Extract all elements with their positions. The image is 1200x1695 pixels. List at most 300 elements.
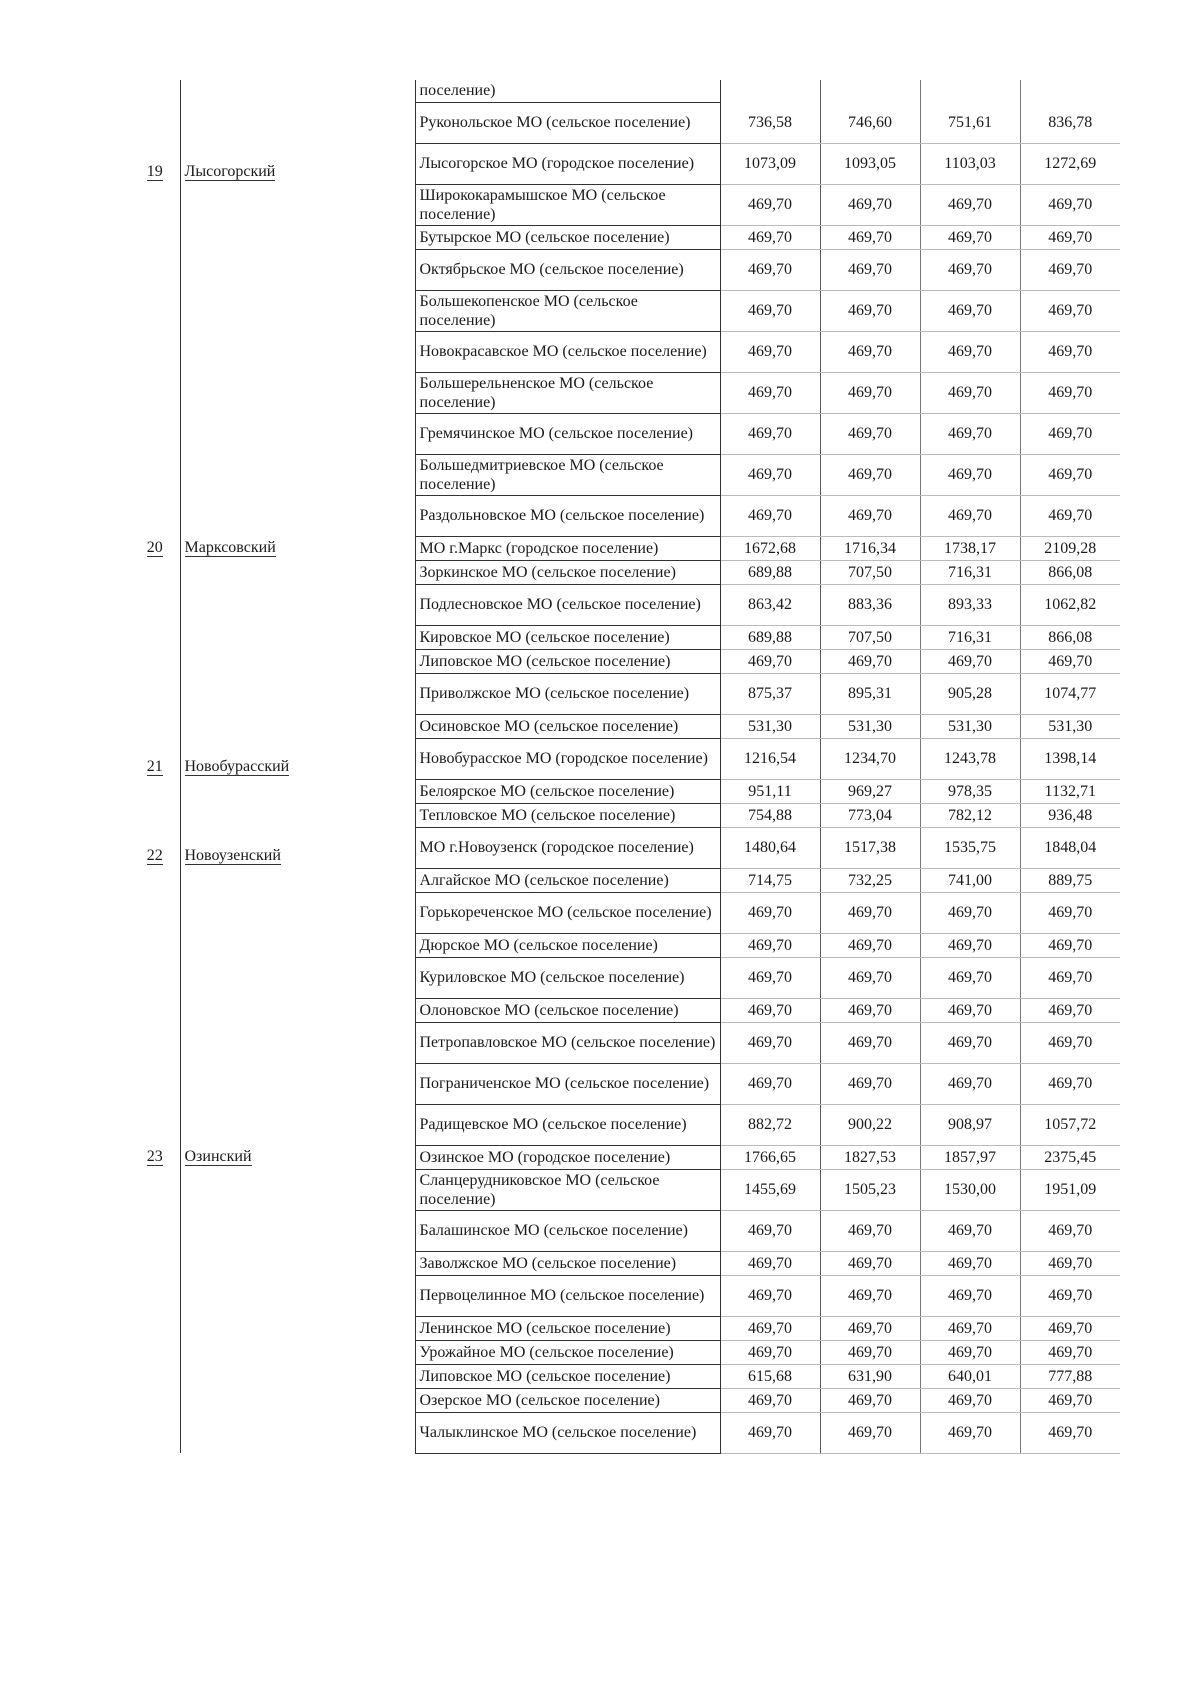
value-cell-3: 531,30 (920, 714, 1020, 738)
value-cell-4: 469,70 (1020, 892, 1120, 933)
value-cell-2: 883,36 (820, 584, 920, 625)
value-cell-3: 782,12 (920, 803, 1020, 827)
value-cell-2: 773,04 (820, 803, 920, 827)
table-row (130, 933, 1120, 957)
value-cell-3: 469,70 (920, 1251, 1020, 1275)
value-cell-1: 1073,09 (720, 143, 820, 184)
municipality-cell: Подлесновское МО (сельское поселение) (415, 584, 720, 625)
value-cell-2: 1827,53 (820, 1145, 920, 1169)
value-cell-2: 1093,05 (820, 143, 920, 184)
row-number-cell (130, 372, 180, 413)
table-row (130, 1063, 1120, 1104)
row-number-cell (130, 779, 180, 803)
row-number-cell (130, 1388, 180, 1412)
value-cell-1: 469,70 (720, 290, 820, 331)
table-row (130, 454, 1120, 495)
municipality-cell: Петропавловское МО (сельское поселение) (415, 1022, 720, 1063)
table-row (130, 1251, 1120, 1275)
value-cell-2: 707,50 (820, 625, 920, 649)
table-row (130, 998, 1120, 1022)
value-cell-4: 469,70 (1020, 1316, 1120, 1340)
value-cell-2: 469,70 (820, 225, 920, 249)
value-cell-4: 469,70 (1020, 225, 1120, 249)
municipality-cell: Октябрьское МО (сельское поселение) (415, 249, 720, 290)
continuation-row (130, 80, 1120, 102)
value-cell-1: 1766,65 (720, 1145, 820, 1169)
district-cell-text: Новоузенский (184, 847, 281, 864)
value-cell-2: 469,70 (820, 1412, 920, 1453)
table-row (130, 957, 1120, 998)
value-cell-4: 469,70 (1020, 1022, 1120, 1063)
value-cell-2: 469,70 (820, 290, 920, 331)
value-cell-2: 469,70 (820, 249, 920, 290)
value-cell-3: 469,70 (920, 249, 1020, 290)
value-cell-4: 1398,14 (1020, 738, 1120, 779)
value-cell-2: 531,30 (820, 714, 920, 738)
municipality-cell: Большекопенское МО (сельское поселение) (415, 290, 720, 331)
district-cell (180, 1145, 415, 1169)
value-cell-3: 908,97 (920, 1104, 1020, 1145)
value-cell-2: 895,31 (820, 673, 920, 714)
row-number-cell (130, 495, 180, 536)
value-cell-4: 469,70 (1020, 1340, 1120, 1364)
municipality-cell: Заволжское МО (сельское поселение) (415, 1251, 720, 1275)
table-row (130, 649, 1120, 673)
value-cell-1: 469,70 (720, 1388, 820, 1412)
municipality-cell: Куриловское МО (сельское поселение) (415, 957, 720, 998)
value-cell-4: 1132,71 (1020, 779, 1120, 803)
value-cell-2: 469,70 (820, 649, 920, 673)
value-cell-4: 2109,28 (1020, 536, 1120, 560)
value-cell-4: 469,70 (1020, 1412, 1120, 1453)
value-cell-4: 531,30 (1020, 714, 1120, 738)
value-cell-2: 1517,38 (820, 827, 920, 868)
row-number-cell-text: 20 (146, 539, 163, 556)
district-cell (180, 998, 415, 1022)
municipality-cell: МО г.Маркс (городское поселение) (415, 536, 720, 560)
value-cell-3: 469,70 (920, 1275, 1020, 1316)
value-cell-3: 469,70 (920, 1063, 1020, 1104)
table-row (130, 803, 1120, 827)
value-cell-3: 716,31 (920, 625, 1020, 649)
value-cell-3: 469,70 (920, 1316, 1020, 1340)
value-cell-3: 469,70 (920, 372, 1020, 413)
municipality-cell: Новокрасавское МО (сельское поселение) (415, 331, 720, 372)
value-cell-1: 469,70 (720, 1210, 820, 1251)
value-cell-1: 689,88 (720, 625, 820, 649)
row-number-cell (130, 957, 180, 998)
district-cell (180, 1412, 415, 1453)
row-number-cell (130, 290, 180, 331)
district-cell-text: Марксовский (184, 539, 276, 556)
value-cell-2: 469,70 (820, 1316, 920, 1340)
value-cell-4: 469,70 (1020, 1210, 1120, 1251)
district-cell (180, 331, 415, 372)
municipality-cell: Балашинское МО (сельское поселение) (415, 1210, 720, 1251)
value-cell-1: 615,68 (720, 1364, 820, 1388)
municipality-cell: поселение) (415, 80, 720, 102)
district-cell (180, 1275, 415, 1316)
row-number-cell-text: 22 (146, 847, 163, 864)
value-cell-4: 866,08 (1020, 560, 1120, 584)
value-cell-4: 836,78 (1020, 102, 1120, 143)
value-cell-2: 631,90 (820, 1364, 920, 1388)
value-cell-3: 905,28 (920, 673, 1020, 714)
table-row (130, 827, 1120, 868)
district-cell-text: Новобурасский (184, 758, 290, 775)
value-cell-4: 1951,09 (1020, 1169, 1120, 1210)
row-number-cell (130, 454, 180, 495)
value-cell-3: 469,70 (920, 1340, 1020, 1364)
value-cell-1: 469,70 (720, 184, 820, 225)
row-number-cell (130, 868, 180, 892)
value-cell-1: 469,70 (720, 998, 820, 1022)
municipality-cell: Первоцелинное МО (сельское поселение) (415, 1275, 720, 1316)
value-cell-1: 736,58 (720, 102, 820, 143)
municipality-cell: Ширококарамышское МО (сельское поселение) (415, 184, 720, 225)
row-number-cell (130, 413, 180, 454)
value-cell-1: 469,70 (720, 372, 820, 413)
value-cell-1: 469,70 (720, 957, 820, 998)
district-cell (180, 827, 415, 868)
district-cell (180, 413, 415, 454)
municipality-cell: Радищевское МО (сельское поселение) (415, 1104, 720, 1145)
district-cell-text: Озинский (184, 1148, 252, 1165)
value-cell-2: 469,70 (820, 331, 920, 372)
municipality-cell: Большерельненское МО (сельское поселение) (415, 372, 720, 413)
value-cell-2: 469,70 (820, 1251, 920, 1275)
district-cell (180, 738, 415, 779)
value-cell-3: 1857,97 (920, 1145, 1020, 1169)
row-number-cell (130, 584, 180, 625)
table-row (130, 1169, 1120, 1210)
table-row (130, 892, 1120, 933)
row-number-cell (130, 827, 180, 868)
municipality-cell: Пограниченское МО (сельское поселение) (415, 1063, 720, 1104)
row-number-cell (130, 536, 180, 560)
value-cell-2: 1716,34 (820, 536, 920, 560)
row-number-cell (130, 1145, 180, 1169)
value-cell-2: 469,70 (820, 372, 920, 413)
district-cell (180, 80, 415, 102)
table-row (130, 868, 1120, 892)
row-number-cell (130, 560, 180, 584)
table-row (130, 1210, 1120, 1251)
district-cell (180, 625, 415, 649)
value-cell-1: 469,70 (720, 1022, 820, 1063)
row-number-cell (130, 249, 180, 290)
value-cell-3: 469,70 (920, 331, 1020, 372)
table-row (130, 1316, 1120, 1340)
municipality-cell: Ленинское МО (сельское поселение) (415, 1316, 720, 1340)
value-cell-3: 469,70 (920, 998, 1020, 1022)
value-cell-2: 469,70 (820, 892, 920, 933)
district-cell (180, 372, 415, 413)
value-cell-4: 1848,04 (1020, 827, 1120, 868)
value-cell-3: 1535,75 (920, 827, 1020, 868)
district-cell (180, 649, 415, 673)
district-cell (180, 1364, 415, 1388)
value-cell-1: 1455,69 (720, 1169, 820, 1210)
value-cell-1: 951,11 (720, 779, 820, 803)
value-cell-3: 469,70 (920, 1412, 1020, 1453)
value-cell-3: 469,70 (920, 892, 1020, 933)
row-number-cell (130, 1251, 180, 1275)
table-row (130, 779, 1120, 803)
row-number-cell (130, 892, 180, 933)
value-cell-3: 469,70 (920, 413, 1020, 454)
municipality-cell: Новобурасское МО (городское поселение) (415, 738, 720, 779)
value-cell-1: 754,88 (720, 803, 820, 827)
district-cell (180, 1063, 415, 1104)
value-cell-1: 469,70 (720, 649, 820, 673)
value-cell-3: 469,70 (920, 454, 1020, 495)
value-cell-2: 1505,23 (820, 1169, 920, 1210)
district-cell (180, 1169, 415, 1210)
value-cell-2: 1234,70 (820, 738, 920, 779)
row-number-cell-text: 19 (146, 163, 163, 180)
district-cell (180, 143, 415, 184)
row-number-cell-text: 23 (146, 1148, 163, 1165)
value-cell-1: 714,75 (720, 868, 820, 892)
value-cell-3: 469,70 (920, 957, 1020, 998)
row-number-cell (130, 102, 180, 143)
value-cell-3: 469,70 (920, 1210, 1020, 1251)
district-cell (180, 290, 415, 331)
table-row (130, 584, 1120, 625)
district-cell (180, 584, 415, 625)
district-cell (180, 225, 415, 249)
value-cell-2: 469,70 (820, 1340, 920, 1364)
table-row (130, 143, 1120, 184)
value-cell-4: 1057,72 (1020, 1104, 1120, 1145)
row-number-cell (130, 143, 180, 184)
value-cell-4: 936,48 (1020, 803, 1120, 827)
value-cell-3: 1103,03 (920, 143, 1020, 184)
table-row (130, 714, 1120, 738)
municipality-cell: Большедмитриевское МО (сельское поселение) (415, 454, 720, 495)
value-cell-3: 1530,00 (920, 1169, 1020, 1210)
district-cell (180, 1210, 415, 1251)
value-cell-3: 978,35 (920, 779, 1020, 803)
value-cell-4: 777,88 (1020, 1364, 1120, 1388)
value-cell-1: 1480,64 (720, 827, 820, 868)
municipality-cell: Приволжское МО (сельское поселение) (415, 673, 720, 714)
municipality-cell: Сланцерудниковское МО (сельское поселение) (415, 1169, 720, 1210)
municipality-cell: Горькореченское МО (сельское поселение) (415, 892, 720, 933)
municipality-cell: Белоярское МО (сельское поселение) (415, 779, 720, 803)
value-cell-4: 1272,69 (1020, 143, 1120, 184)
value-cell-1: 531,30 (720, 714, 820, 738)
value-cell-2: 469,70 (820, 454, 920, 495)
value-cell-3: 469,70 (920, 290, 1020, 331)
table-row (130, 184, 1120, 225)
table-row (130, 1022, 1120, 1063)
value-cell-1: 863,42 (720, 584, 820, 625)
municipal-table (130, 80, 1120, 1454)
value-cell (820, 80, 920, 102)
row-number-cell (130, 673, 180, 714)
district-cell (180, 454, 415, 495)
district-cell (180, 495, 415, 536)
value-cell-3: 741,00 (920, 868, 1020, 892)
value-cell-1: 469,70 (720, 933, 820, 957)
value-cell-2: 469,70 (820, 1210, 920, 1251)
municipality-cell: Алгайское МО (сельское поселение) (415, 868, 720, 892)
value-cell-2: 469,70 (820, 184, 920, 225)
value-cell-1: 1672,68 (720, 536, 820, 560)
row-number-cell (130, 1210, 180, 1251)
row-number-cell (130, 1063, 180, 1104)
municipality-cell: Раздольновское МО (сельское поселение) (415, 495, 720, 536)
district-cell (180, 1022, 415, 1063)
table-row (130, 495, 1120, 536)
municipality-cell: Липовское МО (сельское поселение) (415, 1364, 720, 1388)
value-cell-3: 469,70 (920, 1022, 1020, 1063)
value-cell-2: 469,70 (820, 933, 920, 957)
row-number-cell (130, 225, 180, 249)
municipality-cell: Озерское МО (сельское поселение) (415, 1388, 720, 1412)
municipality-cell: Гремячинское МО (сельское поселение) (415, 413, 720, 454)
value-cell-3: 469,70 (920, 933, 1020, 957)
district-cell (180, 1104, 415, 1145)
value-cell-2: 469,70 (820, 1275, 920, 1316)
value-cell-4: 469,70 (1020, 331, 1120, 372)
row-number-cell-text: 21 (146, 758, 163, 775)
value-cell-4: 469,70 (1020, 1063, 1120, 1104)
value-cell-3: 469,70 (920, 649, 1020, 673)
row-number-cell (130, 331, 180, 372)
row-number-cell (130, 1022, 180, 1063)
district-cell (180, 1251, 415, 1275)
value-cell-1: 1216,54 (720, 738, 820, 779)
value-cell-3: 469,70 (920, 495, 1020, 536)
table-row (130, 331, 1120, 372)
value-cell-2: 469,70 (820, 413, 920, 454)
value-cell-3: 716,31 (920, 560, 1020, 584)
value-cell-1: 469,70 (720, 413, 820, 454)
table-row (130, 738, 1120, 779)
district-cell (180, 892, 415, 933)
value-cell-1: 469,70 (720, 454, 820, 495)
table-row (130, 1104, 1120, 1145)
row-number-cell (130, 1104, 180, 1145)
row-number-cell (130, 933, 180, 957)
district-cell (180, 560, 415, 584)
value-cell-2: 469,70 (820, 495, 920, 536)
district-cell (180, 803, 415, 827)
value-cell-4: 469,70 (1020, 1275, 1120, 1316)
municipality-cell: Зоркинское МО (сельское поселение) (415, 560, 720, 584)
district-cell (180, 673, 415, 714)
value-cell-3: 469,70 (920, 225, 1020, 249)
district-cell (180, 536, 415, 560)
value-cell-2: 469,70 (820, 1022, 920, 1063)
municipality-cell: Липовское МО (сельское поселение) (415, 649, 720, 673)
row-number-cell (130, 1316, 180, 1340)
value-cell-1: 469,70 (720, 1275, 820, 1316)
municipality-cell: Лысогорское МО (городское поселение) (415, 143, 720, 184)
value-cell-1: 469,70 (720, 225, 820, 249)
municipality-cell: Олоновское МО (сельское поселение) (415, 998, 720, 1022)
value-cell-4: 469,70 (1020, 933, 1120, 957)
municipality-cell: Дюрское МО (сельское поселение) (415, 933, 720, 957)
value-cell-1: 469,70 (720, 1063, 820, 1104)
table-row (130, 536, 1120, 560)
municipality-cell: Бутырское МО (сельское поселение) (415, 225, 720, 249)
value-cell-4: 889,75 (1020, 868, 1120, 892)
municipality-cell: МО г.Новоузенск (городское поселение) (415, 827, 720, 868)
value-cell-1: 689,88 (720, 560, 820, 584)
value-cell-3: 893,33 (920, 584, 1020, 625)
value-cell-1: 469,70 (720, 1251, 820, 1275)
district-cell (180, 957, 415, 998)
value-cell-4: 469,70 (1020, 495, 1120, 536)
district-cell (180, 249, 415, 290)
table-row (130, 560, 1120, 584)
value-cell-4: 469,70 (1020, 649, 1120, 673)
value-cell-4: 469,70 (1020, 454, 1120, 495)
district-cell (180, 714, 415, 738)
value-cell-3: 469,70 (920, 184, 1020, 225)
value-cell (920, 80, 1020, 102)
value-cell-4: 2375,45 (1020, 1145, 1120, 1169)
table-row (130, 1364, 1120, 1388)
value-cell-4: 469,70 (1020, 372, 1120, 413)
row-number-cell (130, 1412, 180, 1453)
table-row (130, 1340, 1120, 1364)
value-cell-4: 866,08 (1020, 625, 1120, 649)
value-cell-1: 469,70 (720, 331, 820, 372)
municipality-cell: Урожайное МО (сельское поселение) (415, 1340, 720, 1364)
value-cell-4: 1062,82 (1020, 584, 1120, 625)
municipality-cell: Чалыклинское МО (сельское поселение) (415, 1412, 720, 1453)
table-row (130, 249, 1120, 290)
table-row (130, 625, 1120, 649)
district-cell (180, 1340, 415, 1364)
table-row (130, 1412, 1120, 1453)
row-number-cell (130, 625, 180, 649)
row-number-cell (130, 649, 180, 673)
value-cell-1: 882,72 (720, 1104, 820, 1145)
value-cell-2: 746,60 (820, 102, 920, 143)
row-number-cell (130, 1340, 180, 1364)
municipality-cell: Кировское МО (сельское поселение) (415, 625, 720, 649)
value-cell-2: 469,70 (820, 1063, 920, 1104)
table-row (130, 290, 1120, 331)
district-cell (180, 933, 415, 957)
municipality-cell: Руконольское МО (сельское поселение) (415, 102, 720, 143)
table-row (130, 1275, 1120, 1316)
value-cell-3: 640,01 (920, 1364, 1020, 1388)
table-row (130, 102, 1120, 143)
value-cell-1: 469,70 (720, 1412, 820, 1453)
table-row (130, 413, 1120, 454)
value-cell-2: 469,70 (820, 1388, 920, 1412)
value-cell-1: 469,70 (720, 1316, 820, 1340)
value-cell-2: 900,22 (820, 1104, 920, 1145)
municipality-cell: Тепловское МО (сельское поселение) (415, 803, 720, 827)
value-cell (720, 80, 820, 102)
value-cell-4: 469,70 (1020, 1251, 1120, 1275)
row-number-cell (130, 1364, 180, 1388)
table-body (130, 80, 1120, 1453)
row-number-cell (130, 184, 180, 225)
row-number-cell (130, 714, 180, 738)
value-cell-3: 751,61 (920, 102, 1020, 143)
table-row (130, 225, 1120, 249)
district-cell (180, 1316, 415, 1340)
